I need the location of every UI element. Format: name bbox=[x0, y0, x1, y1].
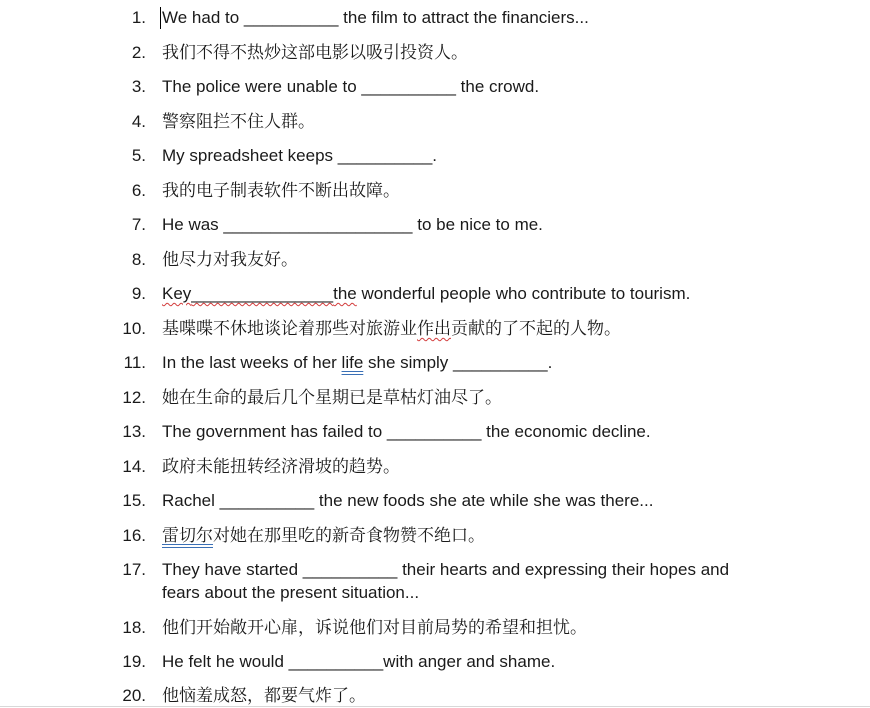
item-number: 12. bbox=[122, 388, 146, 407]
item-text[interactable] bbox=[162, 351, 752, 374]
item-number: 8. bbox=[131, 250, 146, 269]
item-number: 20. bbox=[122, 686, 146, 705]
spelling-error-key[interactable]: Key bbox=[162, 284, 192, 303]
grammar-flag-word[interactable]: life bbox=[341, 353, 364, 372]
item-number: 10. bbox=[122, 319, 146, 338]
item-text-pre: In the last weeks of her bbox=[162, 353, 342, 372]
item-number: 16. bbox=[122, 526, 146, 545]
item-text[interactable] bbox=[162, 282, 752, 305]
item-number: 18. bbox=[122, 618, 146, 637]
item-text[interactable] bbox=[162, 524, 752, 547]
item-text-post: 对她在那里吃的新奇食物赞不绝口。 bbox=[213, 526, 485, 545]
item-number: 15. bbox=[122, 491, 146, 510]
item-text[interactable]: 我们不得不热炒这部电影以吸引投资人。 bbox=[162, 43, 468, 62]
item-text[interactable]: We had to __________ the film to attract the financiers... bbox=[162, 8, 589, 27]
item-text[interactable]: 我的电子制表软件不断出故障。 bbox=[162, 181, 400, 200]
item-number: 14. bbox=[122, 457, 146, 476]
item-text-post: she simply __________. bbox=[363, 353, 553, 372]
item-text[interactable]: 他尽力对我友好。 bbox=[162, 250, 298, 269]
item-number: 3. bbox=[131, 77, 146, 96]
item-text[interactable]: He felt he would __________with anger and shame. bbox=[162, 652, 556, 671]
answer-blank[interactable]: _______________ bbox=[191, 284, 334, 303]
item-number: 11. bbox=[123, 353, 146, 372]
item-number: 13. bbox=[122, 422, 146, 441]
text-cursor bbox=[160, 7, 161, 29]
item-number: 17. bbox=[122, 560, 146, 579]
item-text[interactable] bbox=[162, 317, 752, 340]
item-text-rest: wonderful people who contribute to tourism. bbox=[356, 284, 691, 303]
item-text-post: 贡献的了不起的人物。 bbox=[451, 319, 621, 338]
item-number: 7. bbox=[131, 215, 146, 234]
item-text[interactable]: 她在生命的最后几个星期已是草枯灯油尽了。 bbox=[162, 388, 502, 407]
grammar-flag-name[interactable]: 雷切尔 bbox=[162, 526, 213, 545]
item-text[interactable]: They have started __________ their hearts and expressing their hopes and fears about the present situation... bbox=[162, 560, 734, 602]
item-text[interactable]: He was ____________________ to be nice to me. bbox=[162, 215, 543, 234]
item-text[interactable]: Rachel __________ the new foods she ate while she was there... bbox=[162, 491, 654, 510]
spelling-error-word[interactable]: 作出 bbox=[417, 319, 451, 338]
item-text[interactable]: 他们开始敞开心扉，诉说他们对目前局势的希望和担忧。 bbox=[162, 618, 587, 637]
item-number: 4. bbox=[131, 112, 146, 131]
item-text[interactable]: The police were unable to __________ the crowd. bbox=[162, 77, 540, 96]
item-number: 5. bbox=[131, 146, 146, 165]
item-number: 9. bbox=[131, 284, 146, 303]
item-text[interactable]: The government has failed to __________ the economic decline. bbox=[162, 422, 651, 441]
item-text[interactable]: 他恼羞成怒，都要气炸了。 bbox=[162, 686, 366, 705]
item-text[interactable]: 警察阻拦不住人群。 bbox=[162, 112, 315, 131]
page-bottom-edge bbox=[0, 706, 870, 707]
item-number: 1. bbox=[131, 8, 146, 27]
spelling-error-the[interactable]: the bbox=[333, 284, 357, 303]
item-number: 19. bbox=[122, 652, 146, 671]
item-number: 2. bbox=[131, 43, 146, 62]
item-text[interactable]: My spreadsheet keeps __________. bbox=[162, 146, 438, 165]
item-number: 6. bbox=[131, 181, 146, 200]
item-text[interactable]: 政府未能扭转经济滑坡的趋势。 bbox=[162, 457, 400, 476]
item-text-pre: 基喋喋不休地谈论着那些对旅游业 bbox=[162, 319, 417, 338]
